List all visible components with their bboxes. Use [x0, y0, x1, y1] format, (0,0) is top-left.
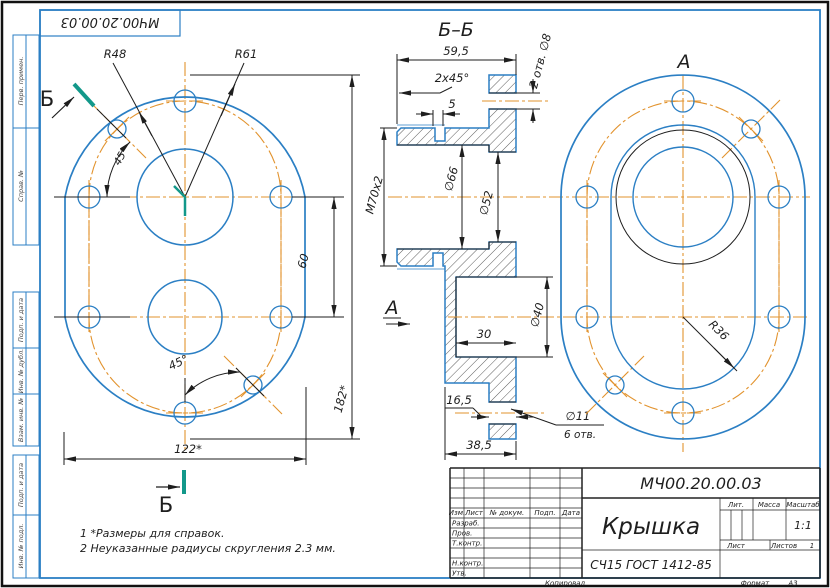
side-cavity-outline [611, 125, 755, 389]
section-arrow-top [52, 97, 74, 118]
section-dim-165: 16,5 [446, 393, 472, 407]
section-trace-top [74, 84, 94, 106]
section-view [362, 19, 810, 460]
note-1: 1 *Размеры для справок. [80, 527, 225, 540]
tb-row-utv: Утв. [452, 569, 467, 578]
section-chamfer: 2x45° [434, 71, 470, 85]
front-r48-label: R48 [103, 47, 127, 61]
section-letter-bottom: Б [158, 493, 174, 517]
front-dim-lines [54, 63, 360, 465]
tb-lit-label: Лит. [727, 501, 745, 509]
view-a-arrow-label: А [385, 297, 399, 319]
front-r61-label: R61 [234, 47, 258, 61]
section-flange-top-piece [489, 75, 516, 93]
technical-notes [80, 527, 336, 555]
side-view-a [561, 51, 805, 452]
tb-row-prov: Пров. [452, 529, 473, 538]
note-2: 2 Неуказанные радиусы скругления 2.3 мм. [80, 542, 336, 555]
tb-scale-value: 1:1 [794, 519, 812, 532]
section-d40: ∅40 [527, 301, 548, 329]
section-dim-30: 30 [476, 327, 492, 341]
tb-row-tkontr: Т.контр. [452, 539, 483, 548]
section-d66: ∅66 [441, 165, 462, 193]
front-dim-60: 60 [294, 252, 312, 270]
front-section-marks [52, 84, 185, 494]
tb-sheet-label: Лист [727, 542, 745, 550]
tb-part-name: Крышка [601, 514, 701, 540]
tb-col-list: Лист [465, 509, 483, 517]
margin-label-inv-dubl: Инв. № дубл. [17, 348, 25, 394]
margin-label-perv: Перв. примен. [17, 56, 25, 106]
section-thread-label: М70х2 [362, 174, 386, 216]
front-angle-bottom-label: 45° [166, 351, 191, 374]
tb-col-dokum: № докум. [489, 509, 525, 517]
tb-sheets-label: Листов [770, 542, 798, 550]
section-material [397, 75, 516, 439]
tb-row-nkontr: Н.контр. [452, 559, 484, 568]
tb-copied-label: Копировал [545, 579, 585, 588]
section-d11: ∅11 [565, 409, 591, 423]
tb-format-label: Формат [740, 579, 770, 588]
section-dim-595: 59,5 [443, 44, 469, 58]
tb-scale-label: Масштаб [786, 501, 820, 509]
tb-mass-label: Масса [757, 501, 781, 509]
tb-col-izm: Изм. [448, 509, 466, 517]
section-flange-foot [489, 424, 516, 439]
margin-label-podp1: Подп. и дата [17, 297, 25, 343]
side-view-label: А [677, 51, 691, 73]
tb-material: СЧ15 ГОСТ 1412-85 [590, 558, 712, 572]
margin-label-podp2: Подп. и дата [17, 462, 25, 508]
section-d8-label: 2 отв. ∅8 [526, 32, 555, 90]
margin-label-inv-podl: Инв. № подл. [17, 523, 25, 569]
front-angle-top-label: 45° [111, 145, 132, 168]
tb-col-data: Дата [561, 509, 581, 517]
section-d52: ∅52 [476, 189, 497, 217]
front-dim-182: 182* [330, 383, 352, 415]
section-title: Б–Б [438, 19, 474, 41]
section-dim-385: 38,5 [466, 438, 492, 452]
section-groove-5: 5 [448, 97, 456, 111]
section-letter-top: Б [39, 87, 55, 111]
top-stamp-code: МЧ00.20.00.03 [60, 14, 160, 29]
title-block [449, 468, 821, 588]
margin-label-vzam: Взам. инв. № [17, 397, 25, 443]
margin-label-sprav: Справ. № [17, 170, 25, 202]
front-dim-122: 122* [174, 442, 202, 456]
front-view [40, 47, 360, 517]
tb-designation: МЧ00.20.00.03 [640, 474, 762, 493]
tb-row-razrab: Разраб. [452, 519, 480, 528]
tb-col-podp: Подп. [534, 509, 556, 517]
side-r36-label: R36 [705, 317, 732, 344]
tb-sheets-value: 1 [809, 542, 815, 550]
section-d11-qty: 6 отв. [563, 429, 597, 441]
tb-format-value: А3 [788, 579, 798, 588]
